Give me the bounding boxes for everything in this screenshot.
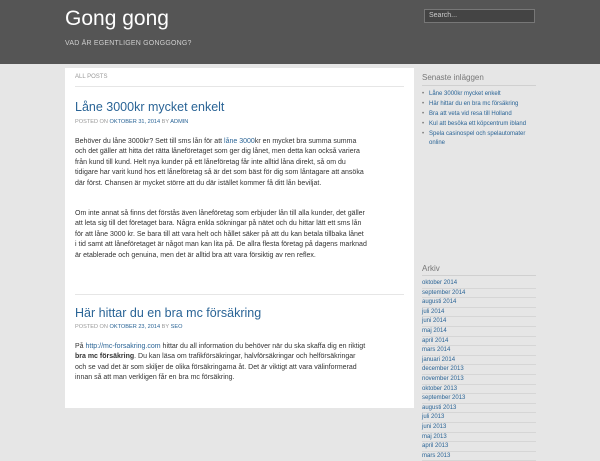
post-title[interactable]: Låne 3000kr mycket enkelt <box>75 100 225 114</box>
archive-link[interactable]: mars 2013 <box>422 452 536 461</box>
text: På <box>75 343 84 350</box>
archive-link[interactable]: augusti 2013 <box>422 404 536 414</box>
recent-post-link[interactable]: • Bra att veta vid resa till Holland <box>422 110 536 119</box>
recent-posts-list <box>422 90 536 149</box>
recent-post-link[interactable]: • Här hittar du en bra mc försäkring <box>422 100 536 109</box>
text-line: från kund till kund. Helt nya kunder på ett låneföretag får inte alltid låna direkt, så om du <box>75 158 346 166</box>
divider <box>75 86 404 87</box>
text-line: tidigare har varit kund hos ett låneföretag så är det som bäst för dig som låntagare att ansöka <box>75 169 364 177</box>
post-meta <box>75 324 182 330</box>
archive-link[interactable]: december 2013 <box>422 365 536 375</box>
archive-link[interactable]: maj 2013 <box>422 433 536 443</box>
site-title[interactable]: Gong gong <box>65 7 169 30</box>
meta-label: POSTED ON <box>75 324 108 330</box>
divider <box>422 275 536 276</box>
text-line: i tid samt att låneföretaget är något man kan lita på. De allra flesta företag på dagens marknad <box>75 241 367 249</box>
text-line: att leta sig till det företaget bara. Några enkla sökningar på nätet och du hittar lätt ett sms lån <box>75 220 362 228</box>
archive-link[interactable]: november 2013 <box>422 375 536 385</box>
post-paragraph <box>75 137 409 189</box>
text-line: för att låne 3000 kr. Se bara till att vara helt och hållet säker på att du kan betala tillbaka lånet <box>75 230 364 238</box>
archive-link[interactable]: maj 2014 <box>422 327 536 337</box>
recent-posts-title: Senaste inläggen <box>422 73 484 82</box>
text: . Du kan läsa om trafikförsäkringar, halvförsäkringar och helförsäkringar <box>134 353 356 361</box>
archive-title: Arkiv <box>422 264 440 273</box>
post-paragraph <box>75 342 409 384</box>
archive-link[interactable]: september 2013 <box>422 394 536 404</box>
archive-link[interactable]: oktober 2014 <box>422 279 536 289</box>
site-header <box>0 0 600 64</box>
archive-link[interactable]: juli 2014 <box>422 308 536 318</box>
main-content <box>65 68 414 408</box>
divider <box>422 85 536 86</box>
meta-by: BY <box>161 119 170 125</box>
post-author-link[interactable]: ADMIN <box>170 119 189 125</box>
text-line: Om inte annat så finns det förstås även låneföretag som erbjuder lån till alla kunder, det gäller <box>75 210 365 217</box>
archive-link[interactable]: juni 2014 <box>422 317 536 327</box>
text-line: där först. Chansen är mycket större att du där istället kommer få ditt lån beviljat. <box>75 179 322 187</box>
text: hittar du all information du behöver när du ska skaffa dig en riktigt <box>162 343 366 350</box>
post-author-link[interactable]: SEO <box>170 324 183 330</box>
archive-link[interactable]: juli 2013 <box>422 413 536 423</box>
recent-post-link[interactable]: • Låne 3000kr mycket enkelt <box>422 90 536 99</box>
recent-post-link[interactable]: • Kul att besöka ett köpcentrum ibland <box>422 120 536 129</box>
post-date-link[interactable]: OKTOBER 31, 2014 <box>109 119 161 125</box>
breadcrumb[interactable]: ALL POSTS <box>75 74 108 80</box>
site-description: VAD ÄR EGENTLIGEN GONGGONG? <box>65 40 192 47</box>
archive-list <box>422 279 536 461</box>
text: kr en mycket bra summa summa <box>254 138 357 145</box>
text-line: är etablerade och genuina, men det är alltid bra att vara försiktig av ren reflex. <box>75 251 316 259</box>
post-date-link[interactable]: OKTOBER 23, 2014 <box>109 324 161 330</box>
text-line: innan så att man verkligen får en bra mc försäkring. <box>75 374 235 382</box>
inline-link[interactable]: http://mc-forsakring.com <box>85 343 161 350</box>
divider <box>75 294 404 295</box>
search-input[interactable]: Search... <box>424 9 535 23</box>
post-paragraph <box>75 209 409 261</box>
bold-text: bra mc försäkring <box>75 353 135 361</box>
archive-link[interactable]: januari 2014 <box>422 356 536 366</box>
archive-link[interactable]: april 2013 <box>422 442 536 452</box>
archive-link[interactable]: april 2014 <box>422 337 536 347</box>
inline-link[interactable]: låne 3000 <box>224 138 255 145</box>
archive-link[interactable]: oktober 2013 <box>422 385 536 395</box>
text-line: och det gäller att hitta det rätta låneföretaget som ger dig lånet, men detta kan också variera <box>75 148 360 156</box>
post-meta <box>75 119 188 125</box>
archive-link[interactable]: augusti 2014 <box>422 298 536 308</box>
archive-link[interactable]: mars 2014 <box>422 346 536 356</box>
meta-label: POSTED ON <box>75 119 108 125</box>
archive-link[interactable]: juni 2013 <box>422 423 536 433</box>
archive-link[interactable]: september 2014 <box>422 289 536 299</box>
meta-by: BY <box>161 324 170 330</box>
recent-post-link[interactable]: • Spela casinospel och spelautomater online <box>422 130 536 148</box>
text-line: och se vad det är som skiljer de olika försäkringarna åt. Det är viktigt att vara välinformerad <box>75 363 357 371</box>
post-title[interactable]: Här hittar du en bra mc försäkring <box>75 306 262 320</box>
text: Behöver du låne 3000kr? Sett till sms lån för att <box>75 138 223 145</box>
